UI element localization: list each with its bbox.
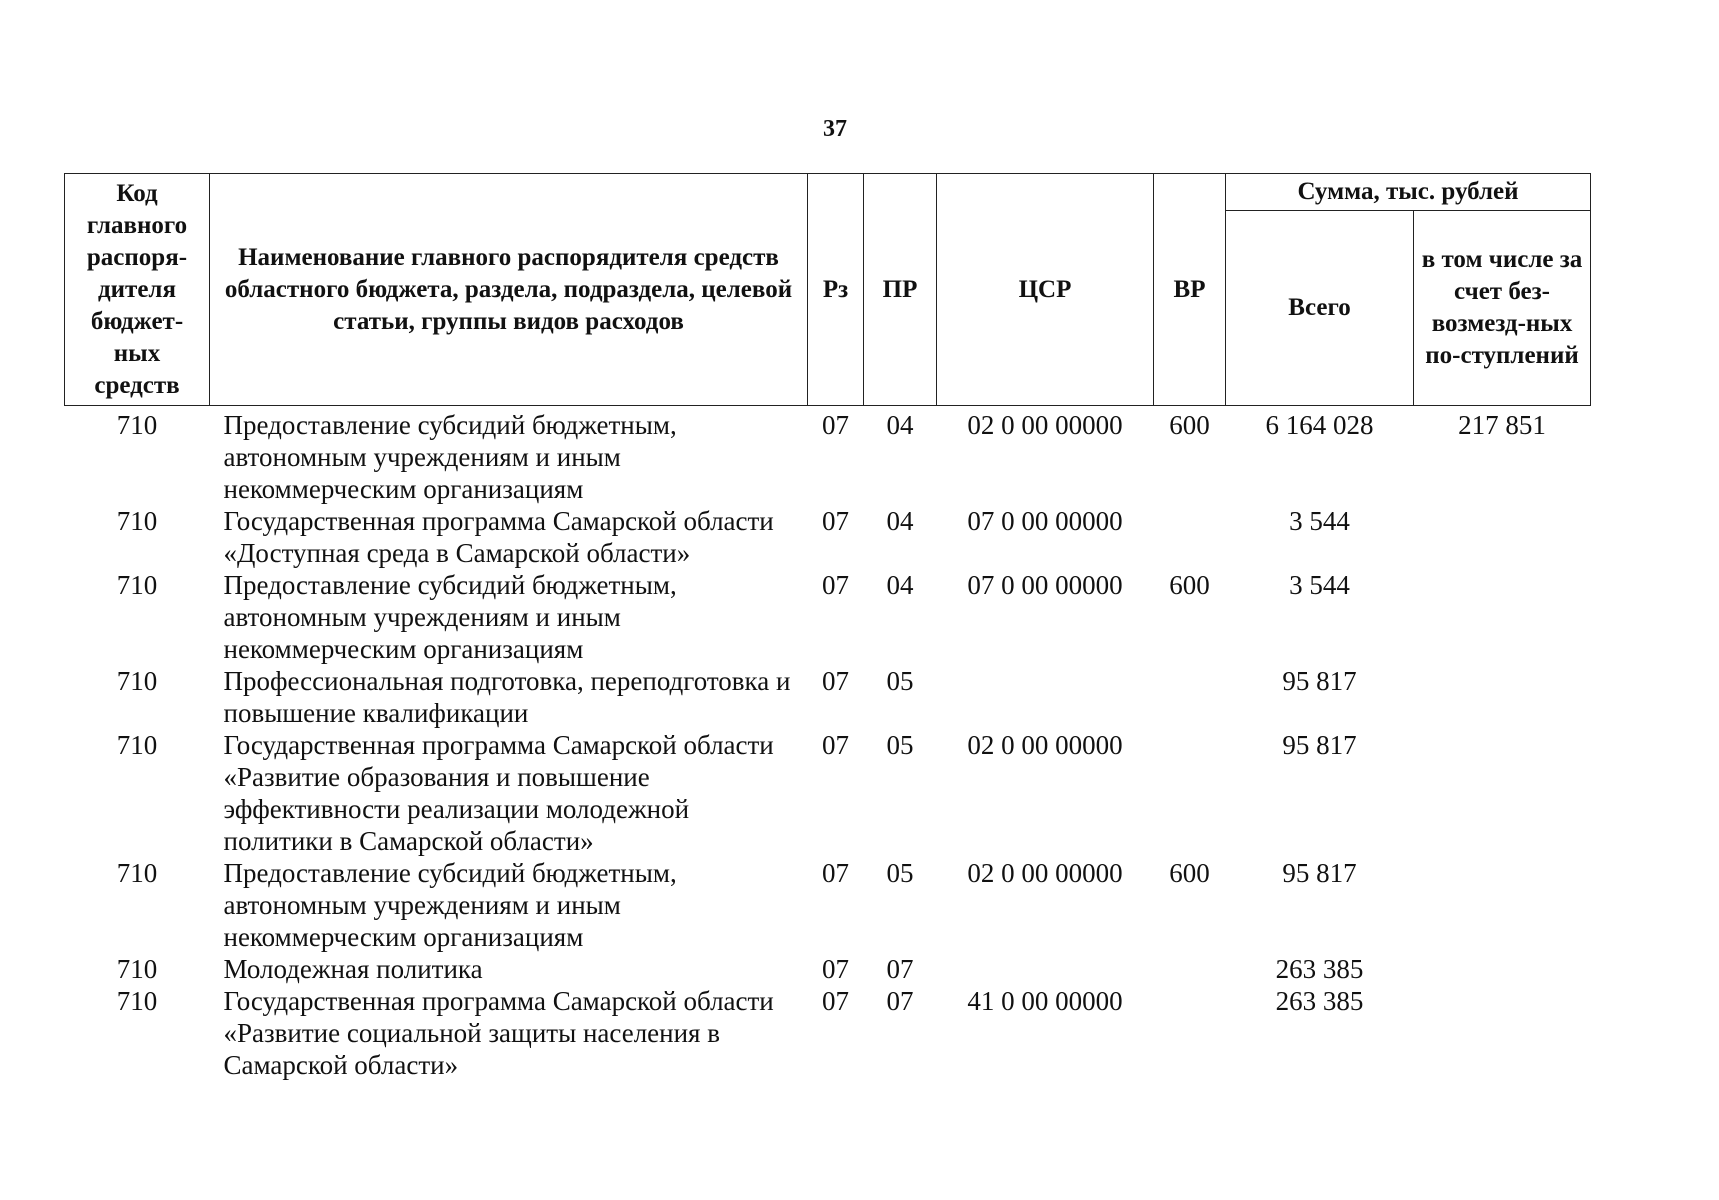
cell-name: Государственная программа Самарской области «Доступная среда в Самарской области» [223, 506, 774, 568]
cell-total: 3 544 [1289, 570, 1350, 600]
cell-total: 95 817 [1282, 858, 1357, 888]
cell-name: Государственная программа Самарской области «Развитие образования и повышение эффективности реализации молодежной политики в Самарской области» [223, 730, 774, 856]
cell-code: 710 [116, 410, 158, 440]
cell-rz: 07 [822, 954, 849, 984]
header-pr: ПР [864, 174, 937, 406]
cell-pr: 04 [886, 570, 914, 600]
cell-rz: 07 [822, 986, 849, 1016]
cell-csr: 02 0 00 00000 [967, 730, 1123, 760]
table-row [65, 985, 1591, 1081]
cell-code: 710 [116, 986, 158, 1016]
cell-gratuitous [1414, 729, 1591, 857]
cell-gratuitous [1414, 505, 1591, 569]
header-gratuitous: в том числе за счет без-возмезд-ных по-ступлений [1414, 211, 1591, 406]
page-number: 37 [823, 116, 847, 142]
cell-gratuitous [1414, 569, 1591, 665]
header-total: Всего [1226, 211, 1414, 406]
header-vr: ВР [1154, 174, 1226, 406]
cell-vr [1154, 953, 1226, 985]
header-sum-group: Сумма, тыс. рублей [1226, 174, 1591, 211]
cell-vr [1154, 505, 1226, 569]
cell-vr [1154, 729, 1226, 857]
cell-pr: 05 [886, 730, 914, 760]
cell-rz: 07 [822, 666, 849, 696]
cell-csr: 41 0 00 00000 [967, 986, 1123, 1016]
header-csr: ЦСР [937, 174, 1154, 406]
cell-code: 710 [116, 954, 158, 984]
header-rz: Рз [808, 174, 864, 406]
cell-vr: 600 [1169, 570, 1210, 600]
cell-pr: 04 [886, 506, 914, 536]
cell-name: Предоставление субсидий бюджетным, автономным учреждениям и иным некоммерческим организациям [223, 858, 677, 952]
table-row [65, 665, 1591, 729]
budget-table [64, 173, 1591, 1081]
cell-name: Предоставление субсидий бюджетным, автономным учреждениям и иным некоммерческим организациям [223, 410, 677, 504]
cell-csr: 02 0 00 00000 [967, 858, 1123, 888]
cell-csr [937, 953, 1154, 985]
cell-total: 95 817 [1282, 730, 1357, 760]
cell-vr: 600 [1169, 858, 1210, 888]
cell-code: 710 [116, 666, 158, 696]
cell-rz: 07 [822, 570, 849, 600]
cell-gratuitous [1414, 857, 1591, 953]
cell-rz: 07 [822, 730, 849, 760]
cell-pr: 07 [886, 986, 914, 1016]
cell-total: 263 385 [1275, 986, 1364, 1016]
table-row [65, 729, 1591, 857]
cell-code: 710 [116, 570, 158, 600]
table-row [65, 505, 1591, 569]
cell-gratuitous [1414, 953, 1591, 985]
cell-total: 3 544 [1289, 506, 1350, 536]
cell-csr: 02 0 00 00000 [967, 410, 1123, 440]
cell-vr [1154, 985, 1226, 1081]
table-row [65, 569, 1591, 665]
cell-total: 95 817 [1282, 666, 1357, 696]
table-row [65, 857, 1591, 953]
cell-rz: 07 [822, 410, 849, 440]
cell-pr: 04 [886, 410, 914, 440]
cell-name: Государственная программа Самарской области «Развитие социальной защиты населения в Самарской области» [223, 986, 774, 1080]
cell-gratuitous [1414, 665, 1591, 729]
cell-gratuitous [1414, 985, 1591, 1081]
cell-rz: 07 [822, 506, 849, 536]
cell-total: 263 385 [1275, 954, 1364, 984]
cell-code: 710 [116, 506, 158, 536]
cell-pr: 05 [886, 858, 914, 888]
cell-vr [1154, 665, 1226, 729]
table-row [65, 953, 1591, 985]
header-code: Код главного распоря-дителя бюджет-ных средств [65, 174, 210, 406]
cell-gratuitous: 217 851 [1458, 410, 1546, 440]
cell-name: Профессиональная подготовка, переподготовка и повышение квалификации [223, 666, 791, 728]
cell-rz: 07 [822, 858, 849, 888]
cell-code: 710 [116, 858, 158, 888]
cell-vr: 600 [1169, 410, 1210, 440]
cell-csr [937, 665, 1154, 729]
cell-code: 710 [116, 730, 158, 760]
table-row [65, 406, 1591, 506]
cell-csr: 07 0 00 00000 [967, 570, 1123, 600]
header-name: Наименование главного распорядителя средств областного бюджета, раздела, подраздела, целевой статьи, группы видов расходов [210, 174, 808, 406]
cell-pr: 05 [886, 666, 914, 696]
cell-name: Предоставление субсидий бюджетным, автономным учреждениям и иным некоммерческим организациям [223, 570, 677, 664]
cell-pr: 07 [886, 954, 914, 984]
table-body [65, 406, 1591, 1082]
cell-name: Молодежная политика [223, 954, 483, 984]
cell-csr: 07 0 00 00000 [967, 506, 1123, 536]
cell-total: 6 164 028 [1265, 410, 1374, 440]
